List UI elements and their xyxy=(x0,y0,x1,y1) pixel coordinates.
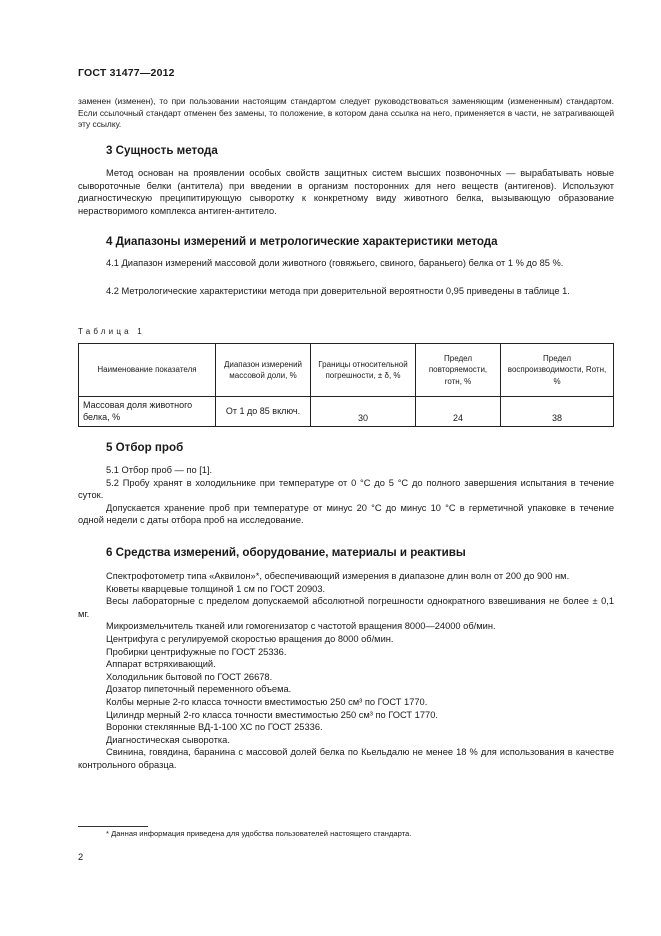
intro-paragraph: заменен (изменен), то при пользовании настоящим стандартом следует руководствоваться заменяющим (измененным) стандартом. Если ссылочный стандарт отменен без замены, то положение, в котором дана ссылка на него, применяется в части, не затрагивающей эту ссылку. xyxy=(78,96,614,130)
table-header-cell: Предел повторяемости, rотн, % xyxy=(416,344,501,397)
section-6-body xyxy=(78,570,614,772)
section-5-paragraph: 5.1 Отбор проб — по [1]. xyxy=(106,465,213,475)
section-5-paragraph: Допускается хранение проб при температуре от минус 20 °С до минус 10 °С в герметичной упаковке в течение одной недели с даты отбора проб на исследование. xyxy=(78,502,614,526)
metrology-table xyxy=(78,343,614,427)
equipment-item: Холодильник бытовой по ГОСТ 26678. xyxy=(106,671,273,682)
table-cell: Массовая доля животного белка, % xyxy=(79,397,216,427)
equipment-item: Кюветы кварцевые толщиной 1 см по ГОСТ 20903. xyxy=(106,583,326,594)
section-5-paragraph: 5.2 Пробу хранят в холодильнике при температуре от 0 °С до 5 °С до полного завершения испытания в течение суток. xyxy=(78,477,614,501)
equipment-item: Диагностическая сыворотка. xyxy=(106,734,230,745)
equipment-item: Спектрофотометр типа «Аквилон»*, обеспечивающий измерения в диапазоне длин волн от 200 до 900 нм. xyxy=(106,571,570,581)
section-4-p1: 4.1 Диапазон измерений массовой доли животного (говяжьего, свиного, бараньего) белка от 1 % до 85 %. xyxy=(106,258,564,268)
table-header-cell: Границы относительной погрешности, ± δ, % xyxy=(311,344,416,397)
section-6-title: 6 Средства измерений, оборудование, материалы и реактивы xyxy=(106,546,466,559)
standard-header: ГОСТ 31477—2012 xyxy=(78,67,175,79)
equipment-item: Аппарат встряхивающий. xyxy=(106,659,216,670)
table-header-row xyxy=(79,344,614,397)
footnote: * Данная информация приведена для удобства пользователей настоящего стандарта. xyxy=(106,829,412,838)
section-4-title: 4 Диапазоны измерений и метрологические характеристики метода xyxy=(106,235,498,248)
table-header-cell: Наименование показателя xyxy=(79,344,216,397)
table-row xyxy=(79,397,614,427)
equipment-item: Колбы мерные 2-го класса точности вместимостью 250 см³ по ГОСТ 1770. xyxy=(106,696,428,707)
equipment-item: Цилиндр мерный 2-го класса точности вместимостью 250 см³ по ГОСТ 1770. xyxy=(106,709,438,720)
equipment-item: Микроизмельчитель тканей или гомогенизатор с частотой вращения 8000—24000 об/мин. xyxy=(106,621,496,632)
table-cell: 24 xyxy=(416,397,501,427)
table-header-cell: Предел воспроизводимости, Rотн, % xyxy=(501,344,614,397)
table-cell: 30 xyxy=(311,397,416,427)
section-4-p2: 4.2 Метрологические характеристики метода при доверительной вероятности 0,95 приведены в таблице 1. xyxy=(106,286,570,296)
section-5-title: 5 Отбор проб xyxy=(106,441,184,454)
footnote-divider xyxy=(78,826,148,827)
table-header-cell: Диапазон измерений массовой доли, % xyxy=(216,344,311,397)
equipment-item: Центрифуга с регулируемой скоростью вращения до 8000 об/мин. xyxy=(106,633,394,644)
equipment-item: Пробирки центрифужные по ГОСТ 25336. xyxy=(106,646,287,657)
table-cell: От 1 до 85 включ. xyxy=(216,397,311,427)
table-cell: 38 xyxy=(501,397,614,427)
table-caption: Таблица 1 xyxy=(78,327,145,336)
equipment-item: Воронки стеклянные ВД-1-100 ХС по ГОСТ 25336. xyxy=(106,722,323,733)
section-3-text: Метод основан на проявлении особых свойств защитных систем высших позвоночных — вырабатывать новые сывороточные белки (антитела) при введении в организм посторонних для него веществ (антигенов). Используют диагностическую преципитирующую сыворотку к конкретному виду животного белка, вызывающую образование нерастворимого комплекса антиген-антитело. xyxy=(78,168,614,216)
equipment-item: Весы лабораторные с пределом допускаемой абсолютной погрешности однократного взвешивания не более ± 0,1 мг. xyxy=(78,596,614,619)
section-5-body xyxy=(78,464,614,527)
section-3-title: 3 Сущность метода xyxy=(106,144,218,157)
equipment-item: Дозатор пипеточный переменного объема. xyxy=(106,684,292,695)
equipment-item: Свинина, говядина, баранина с массовой долей белка по Кьельдалю не менее 18 % для использования в качестве контрольного образца. xyxy=(78,747,614,770)
page-number: 2 xyxy=(78,852,84,862)
